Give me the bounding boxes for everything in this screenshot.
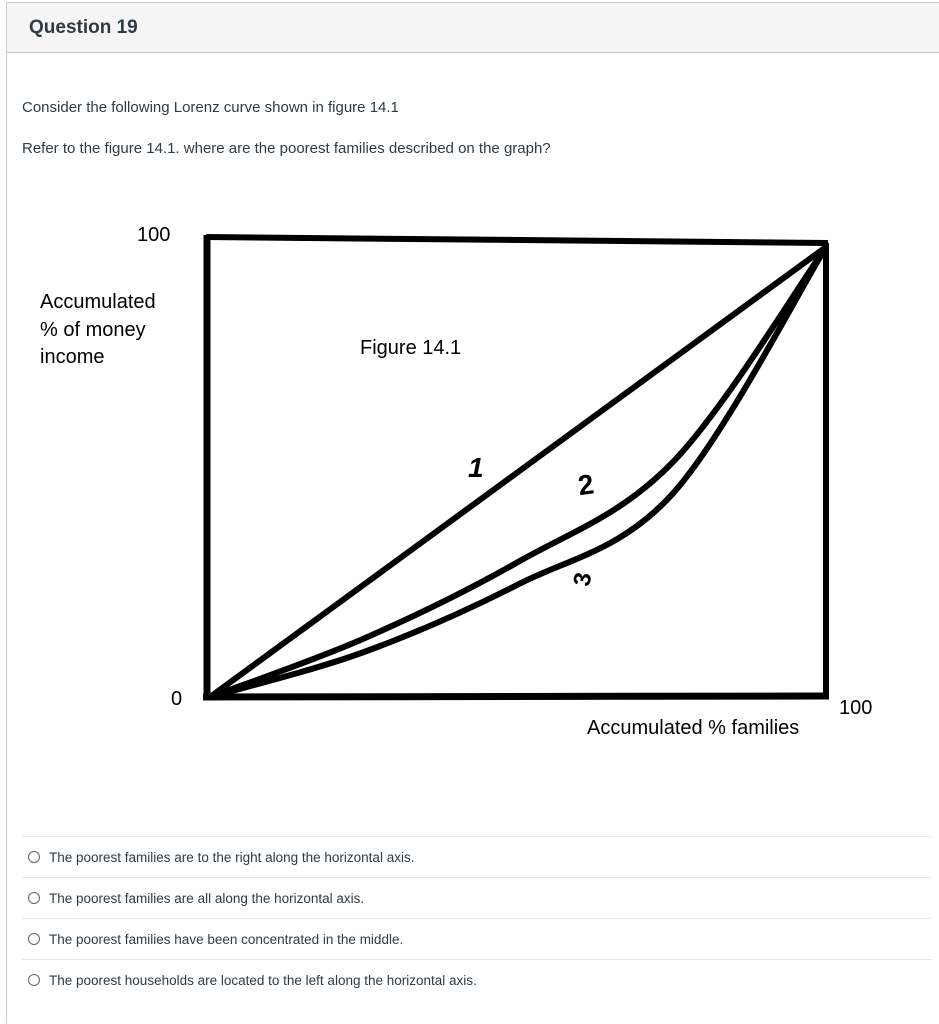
radio-button-icon[interactable] [28,851,40,863]
question-header [7,3,939,53]
answer-label-3: The poorest families have been concentrated in the middle. [49,931,404,947]
x-axis-label: Accumulated % families [587,717,800,739]
radio-button-icon[interactable] [28,933,40,945]
question-title: Question 19 [29,16,138,38]
y-max-label: 100 [137,224,171,246]
answer-option-1[interactable] [22,836,932,877]
answer-option-4[interactable] [22,959,932,1000]
answer-option-3[interactable] [22,918,932,959]
radio-button-icon[interactable] [28,974,40,986]
answer-label-1: The poorest families are to the right along the horizontal axis. [49,849,415,865]
frame-top [206,237,828,243]
curve-1-line [210,247,826,697]
curve-label-3: 3 [568,570,598,589]
y-axis-label-line-3: income [40,346,105,368]
figure-title: Figure 14.1 [360,337,462,359]
answer-option-2[interactable] [22,877,932,918]
curve-label-1: 1 [468,452,484,483]
answer-label-2: The poorest families are all along the horizontal axis. [49,890,365,906]
origin-label: 0 [171,688,183,710]
question-intro: Consider the following Lorenz curve shown in figure 14.1 [22,99,399,116]
x-max-label: 100 [839,697,873,719]
curve-label-2: 2 [576,468,596,502]
answer-list [22,836,932,1000]
lorenz-figure [0,210,939,770]
y-axis-label-line-2: % of money [40,319,146,341]
frame-bottom [203,696,829,697]
y-axis-label-line-1: Accumulated [40,291,156,313]
answer-label-4: The poorest households are located to the left along the horizontal axis. [49,972,477,988]
radio-button-icon[interactable] [28,892,40,904]
question-prompt: Refer to the figure 14.1. where are the poorest families described on the graph? [22,140,551,157]
